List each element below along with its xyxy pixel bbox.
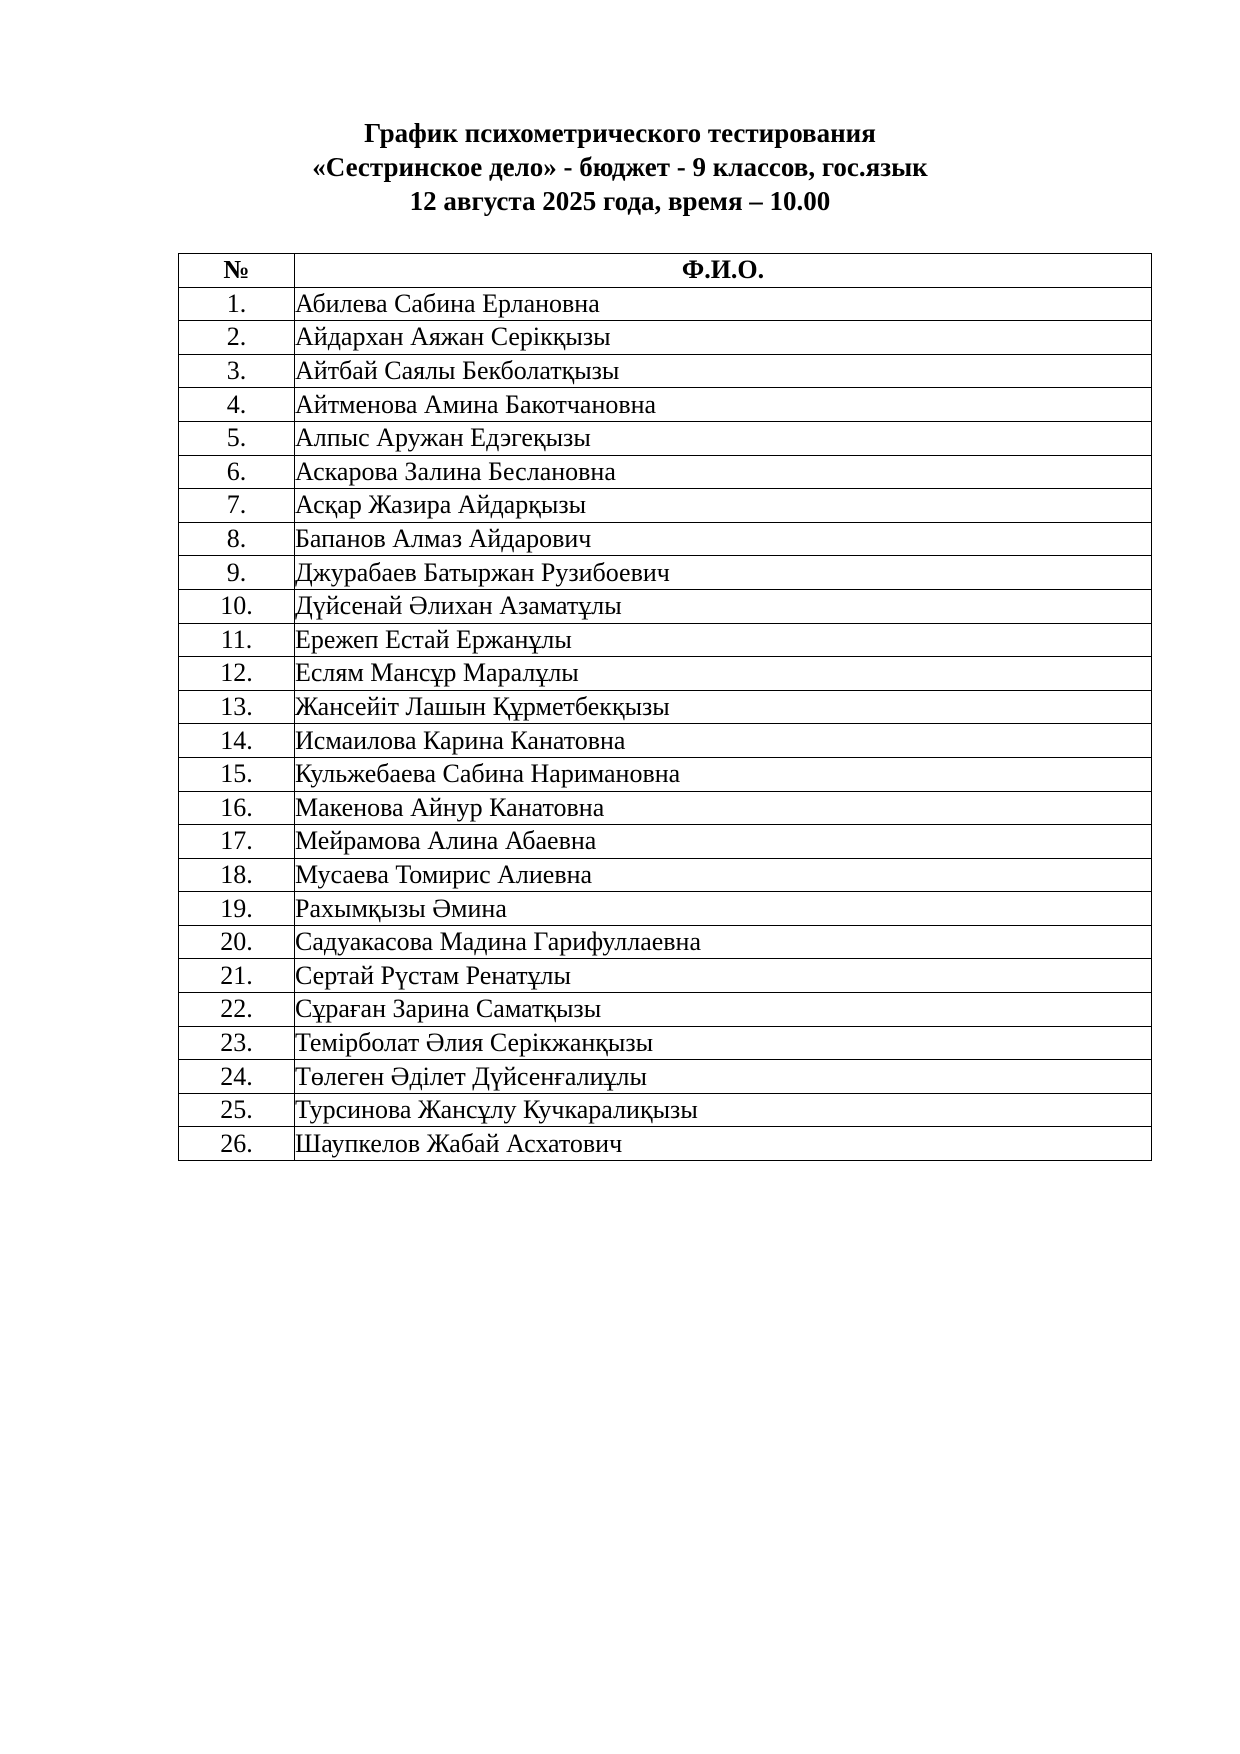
row-fullname: Сертай Рүстам Ренатұлы	[295, 959, 1152, 993]
row-number: 1.	[179, 287, 295, 321]
row-number: 14.	[179, 724, 295, 758]
table-row	[179, 690, 1152, 724]
row-number: 10.	[179, 589, 295, 623]
row-fullname: Ережеп Естай Ержанұлы	[295, 623, 1152, 657]
table-row	[179, 925, 1152, 959]
row-fullname: Садуакасова Мадина Гарифуллаевна	[295, 925, 1152, 959]
table-row	[179, 1026, 1152, 1060]
table-row	[179, 489, 1152, 523]
row-number: 11.	[179, 623, 295, 657]
row-fullname: Бапанов Алмаз Айдарович	[295, 522, 1152, 556]
row-fullname: Дүйсенай Әлихан Азаматұлы	[295, 589, 1152, 623]
row-number: 15.	[179, 757, 295, 791]
row-number: 25.	[179, 1093, 295, 1127]
row-number: 17.	[179, 825, 295, 859]
row-fullname: Темірболат Әлия Серікжанқызы	[295, 1026, 1152, 1060]
table-row	[179, 287, 1152, 321]
row-number: 8.	[179, 522, 295, 556]
row-number: 20.	[179, 925, 295, 959]
column-header-number: №	[179, 254, 295, 288]
table-row	[179, 623, 1152, 657]
column-header-fullname: Ф.И.О.	[295, 254, 1152, 288]
row-fullname: Макенова Айнур Канатовна	[295, 791, 1152, 825]
table-row	[179, 892, 1152, 926]
table-row	[179, 589, 1152, 623]
table-row	[179, 993, 1152, 1027]
row-number: 2.	[179, 321, 295, 355]
table-row	[179, 455, 1152, 489]
table-row	[179, 556, 1152, 590]
table-body	[179, 287, 1152, 1160]
table-row	[179, 1060, 1152, 1094]
table-row	[179, 757, 1152, 791]
table-row	[179, 657, 1152, 691]
row-fullname: Айтменова Амина Бакотчановна	[295, 388, 1152, 422]
title-line-2: «Сестринское дело» - бюджет - 9 классов, гос.язык	[312, 152, 928, 182]
row-fullname: Рахымқызы Әмина	[295, 892, 1152, 926]
row-number: 3.	[179, 354, 295, 388]
table-row	[179, 1127, 1152, 1161]
table-row	[179, 1093, 1152, 1127]
row-fullname: Мусаева Томирис Алиевна	[295, 858, 1152, 892]
table-row	[179, 791, 1152, 825]
row-number: 16.	[179, 791, 295, 825]
row-number: 13.	[179, 690, 295, 724]
row-fullname: Кульжебаева Сабина Наримановна	[295, 757, 1152, 791]
table-row	[179, 522, 1152, 556]
table-row	[179, 858, 1152, 892]
title-line-3: 12 августа 2025 года, время – 10.00	[409, 186, 831, 216]
row-number: 6.	[179, 455, 295, 489]
row-fullname: Исмаилова Карина Канатовна	[295, 724, 1152, 758]
row-fullname: Турсинова Жансұлу Кучкаралиқызы	[295, 1093, 1152, 1127]
row-number: 23.	[179, 1026, 295, 1060]
row-number: 18.	[179, 858, 295, 892]
document-title	[0, 116, 1240, 218]
row-number: 21.	[179, 959, 295, 993]
row-fullname: Шаупкелов Жабай Асхатович	[295, 1127, 1152, 1161]
row-fullname: Жансейіт Лашын Құрметбекқызы	[295, 690, 1152, 724]
row-fullname: Мейрамова Алина Абаевна	[295, 825, 1152, 859]
table-header-row	[179, 254, 1152, 288]
row-fullname: Алпыс Аружан Едэгеқызы	[295, 421, 1152, 455]
row-fullname: Аскарова Залина Беслановна	[295, 455, 1152, 489]
row-number: 22.	[179, 993, 295, 1027]
row-fullname: Асқар Жазира Айдарқызы	[295, 489, 1152, 523]
schedule-table	[178, 253, 1152, 1161]
row-fullname: Айдархан Аяжан Серікқызы	[295, 321, 1152, 355]
row-number: 26.	[179, 1127, 295, 1161]
table-row	[179, 825, 1152, 859]
table-row	[179, 724, 1152, 758]
row-number: 19.	[179, 892, 295, 926]
table-row	[179, 388, 1152, 422]
table-row	[179, 321, 1152, 355]
row-number: 5.	[179, 421, 295, 455]
row-fullname: Еслям Мансұр Маралұлы	[295, 657, 1152, 691]
row-number: 12.	[179, 657, 295, 691]
row-fullname: Сұраған Зарина Саматқызы	[295, 993, 1152, 1027]
row-number: 7.	[179, 489, 295, 523]
row-number: 9.	[179, 556, 295, 590]
table-row	[179, 354, 1152, 388]
table-row	[179, 421, 1152, 455]
title-line-1: График психометрического тестирования	[364, 118, 876, 148]
row-number: 24.	[179, 1060, 295, 1094]
row-fullname: Төлеген Әділет Дүйсенғалиұлы	[295, 1060, 1152, 1094]
row-fullname: Абилева Сабина Ерлановна	[295, 287, 1152, 321]
row-number: 4.	[179, 388, 295, 422]
row-fullname: Айтбай Саялы Бекболатқызы	[295, 354, 1152, 388]
table-row	[179, 959, 1152, 993]
row-fullname: Джурабаев Батыржан Рузибоевич	[295, 556, 1152, 590]
